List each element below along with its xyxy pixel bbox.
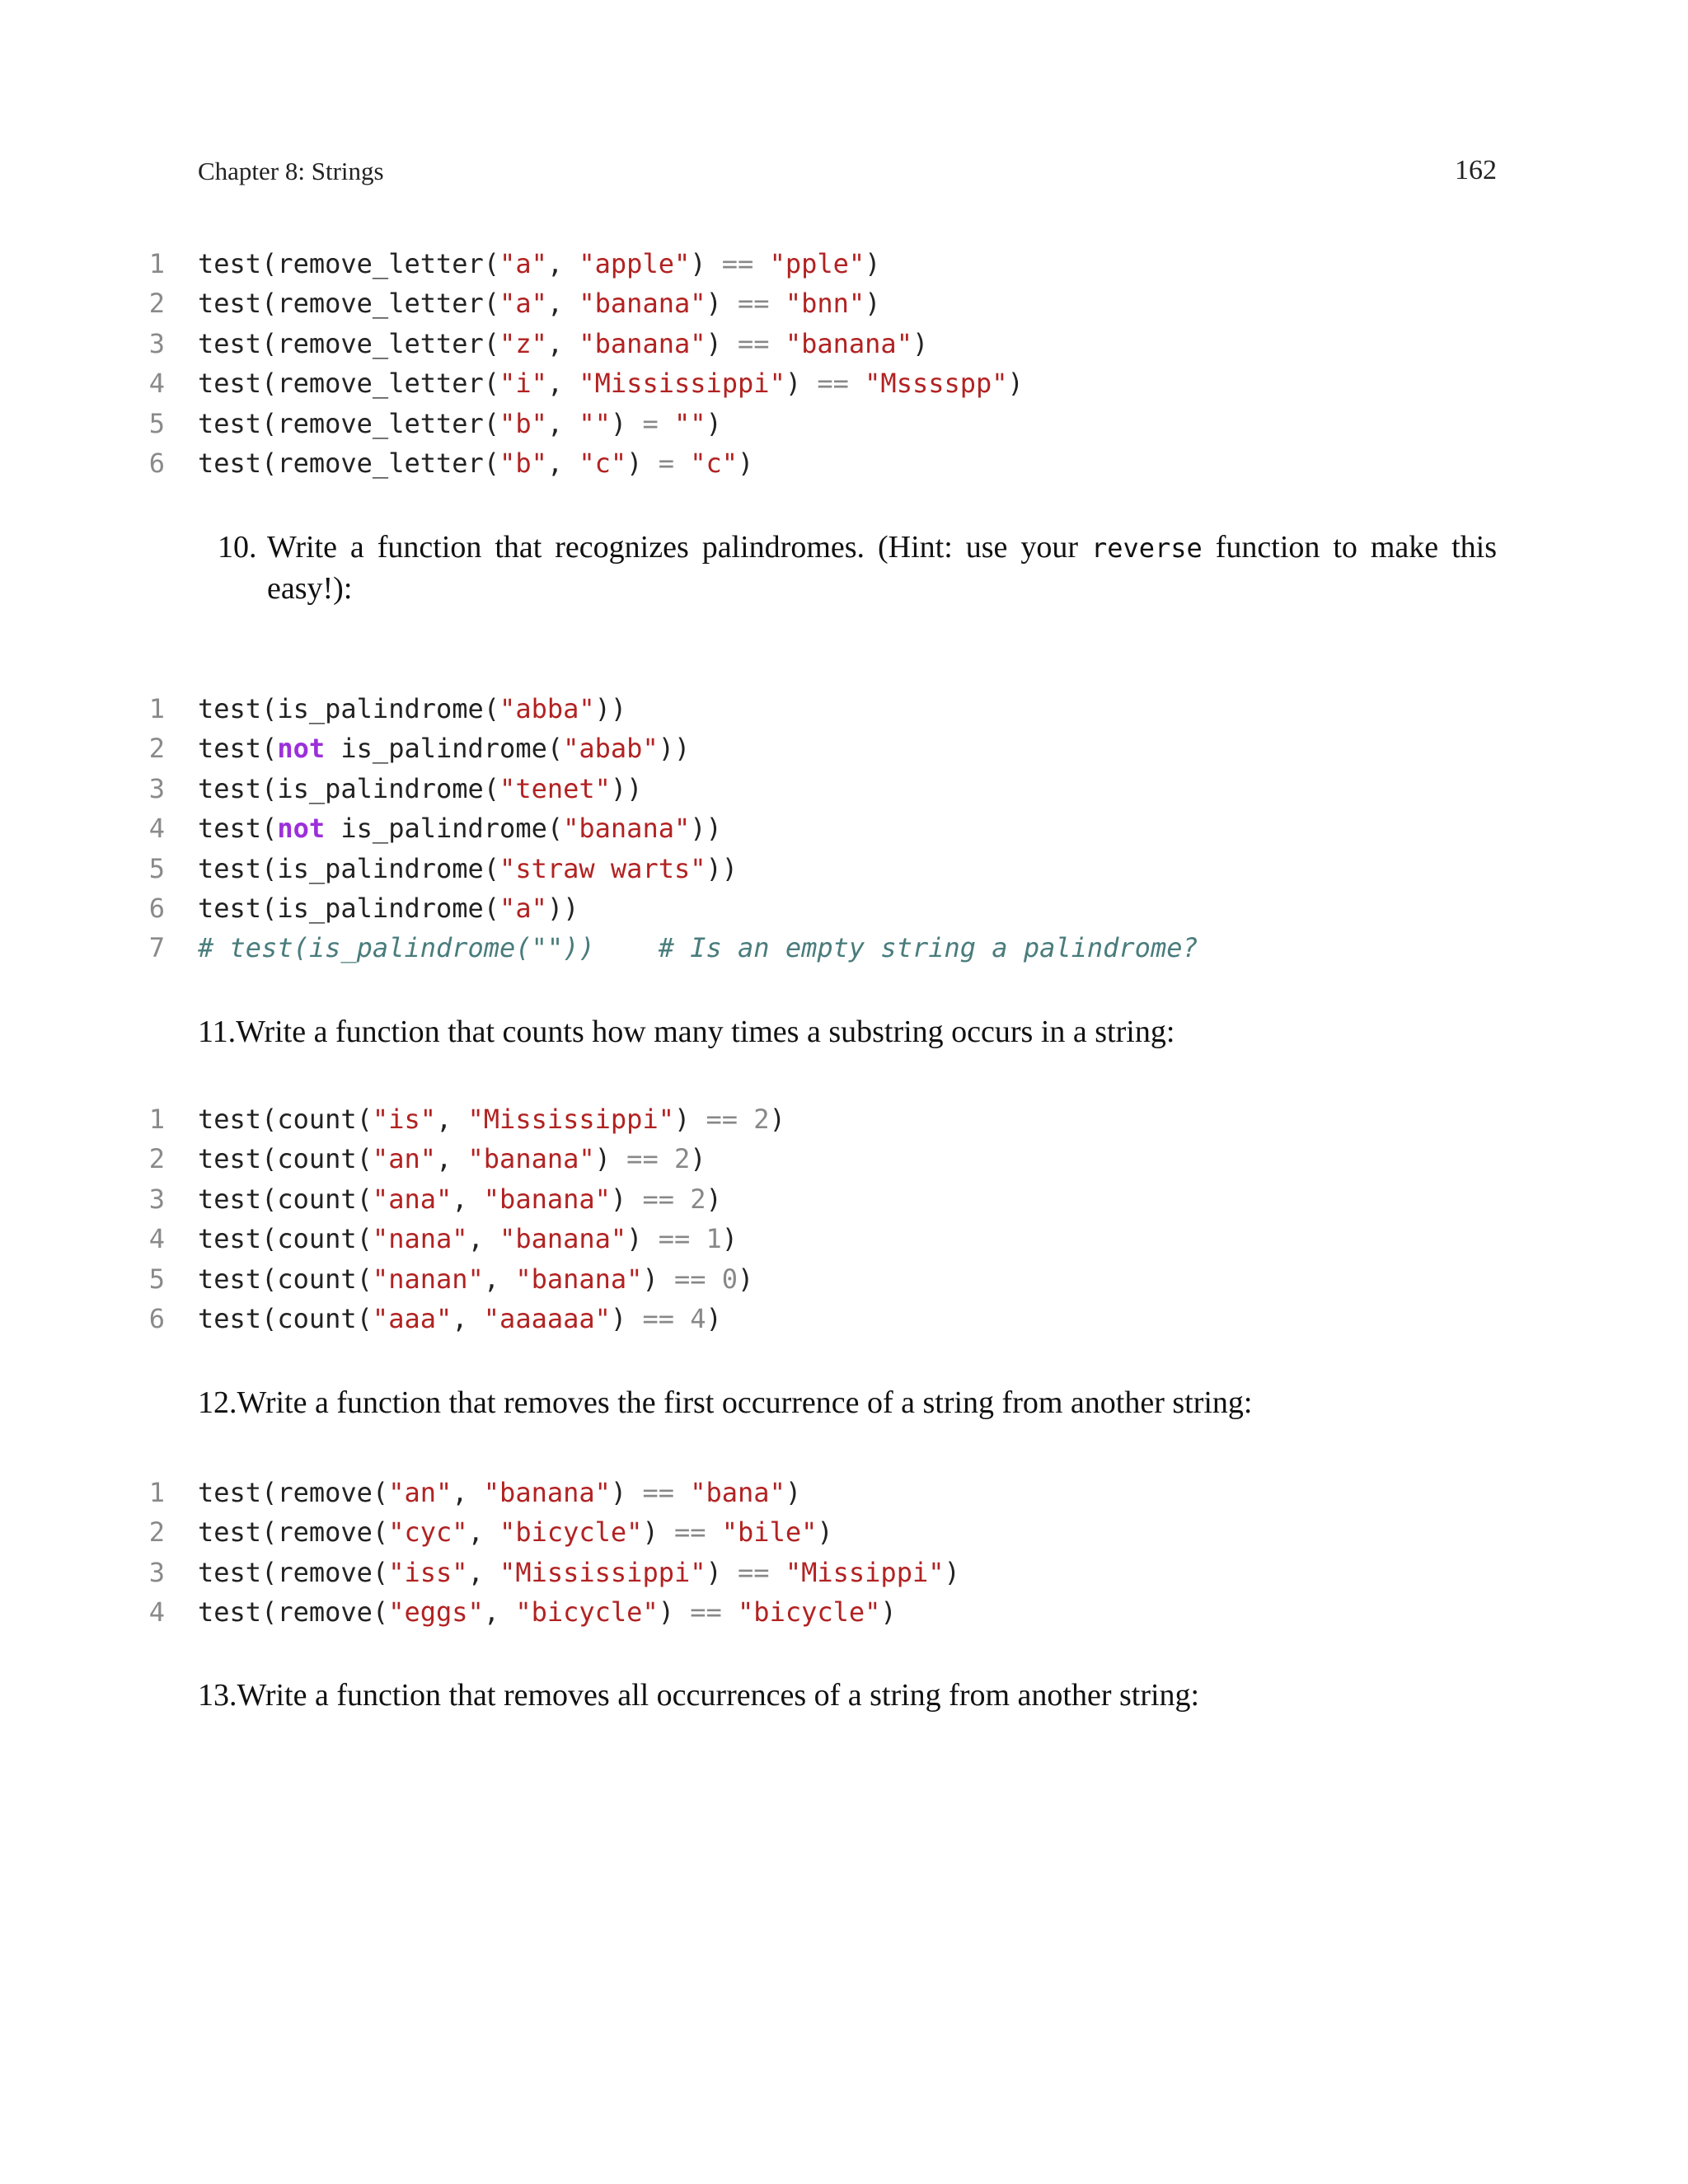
string-literal: "bana" <box>690 1477 785 1508</box>
string-literal: "bnn" <box>785 288 865 320</box>
code-line <box>132 324 1024 363</box>
exercise-number: 12. <box>198 1385 237 1420</box>
code-block <box>132 244 1024 483</box>
code-text <box>706 1263 722 1295</box>
string-literal: "ana" <box>372 1183 452 1215</box>
number-literal: 4 <box>690 1302 706 1334</box>
code-text: )) <box>610 772 643 804</box>
code-text: )) <box>594 693 627 724</box>
code-text: test(is_palindrome( <box>198 693 500 724</box>
code-text: ) <box>721 1223 738 1255</box>
code-content <box>198 849 738 888</box>
string-literal: "abba" <box>499 693 595 724</box>
code-text: test(count( <box>198 1223 373 1255</box>
string-literal: "bicycle" <box>499 1516 643 1549</box>
line-number: 1 <box>148 1477 165 1508</box>
code-text: test(is_palindrome( <box>198 892 500 924</box>
code-line <box>132 1473 960 1512</box>
string-literal: "banana" <box>499 1223 627 1255</box>
code-text: test(is_palindrome( <box>198 852 500 884</box>
code-text: test(is_palindrome( <box>198 772 500 804</box>
string-literal: "eggs" <box>388 1596 484 1629</box>
code-text: test(remove_letter( <box>198 368 500 400</box>
code-line <box>132 244 1024 284</box>
code-text <box>706 1516 722 1548</box>
chapter-title: Chapter 8: Strings <box>198 157 384 185</box>
code-text: test(remove( <box>198 1516 389 1549</box>
prose-text: Write a function that counts how many times a substring occurs in a string: <box>236 1015 1175 1049</box>
code-text: test(remove_letter( <box>198 407 500 439</box>
line-number: 3 <box>148 327 165 359</box>
code-text: ) <box>880 1596 897 1629</box>
code-text: test(remove_letter( <box>198 288 500 320</box>
code-text: test(count( <box>198 1183 373 1215</box>
string-literal: "banana" <box>785 327 912 359</box>
code-text: test(count( <box>198 1143 373 1175</box>
string-literal: "Msssspp" <box>865 368 1008 400</box>
line-number: 4 <box>148 1223 165 1255</box>
exercise-text <box>236 1012 1497 1052</box>
string-literal: "banana" <box>483 1183 611 1215</box>
code-content <box>198 1259 753 1299</box>
code-text: , <box>452 1477 484 1508</box>
number-literal: 0 <box>721 1263 738 1295</box>
string-literal: "bicycle" <box>515 1596 659 1629</box>
code-line <box>132 689 1198 729</box>
code-text: test(remove_letter( <box>198 447 500 479</box>
operator: == <box>738 288 770 320</box>
code-line <box>132 284 1024 323</box>
code-content <box>198 1473 801 1512</box>
code-content <box>198 443 753 483</box>
code-text: ) <box>738 447 754 479</box>
code-line <box>132 849 1198 888</box>
code-text: ) <box>610 1477 643 1508</box>
code-line <box>132 1179 785 1219</box>
string-literal: "pple" <box>769 248 865 279</box>
string-literal: "aaaaaa" <box>483 1302 611 1334</box>
operator: == <box>642 1302 674 1334</box>
code-text <box>674 1303 690 1334</box>
code-content <box>198 1553 960 1592</box>
code-text: , <box>467 1516 500 1549</box>
line-number: 6 <box>148 447 165 479</box>
string-literal: "c" <box>690 447 738 479</box>
code-text: test( <box>198 813 278 845</box>
string-literal: "nana" <box>372 1223 468 1255</box>
string-literal: "banana" <box>467 1143 595 1175</box>
string-literal: "an" <box>372 1143 436 1175</box>
code-line <box>132 1553 960 1592</box>
code-line <box>132 769 1198 808</box>
code-line <box>132 1299 785 1338</box>
line-number: 3 <box>148 772 165 804</box>
code-text: , <box>546 407 579 439</box>
string-literal: "cyc" <box>388 1516 468 1549</box>
code-text: , <box>483 1263 516 1295</box>
string-literal: "bile" <box>721 1516 818 1549</box>
operator: == <box>690 1596 722 1629</box>
code-text: ) <box>626 447 659 479</box>
keyword: not <box>277 813 326 845</box>
string-literal: "b" <box>499 407 547 439</box>
code-text: ) <box>706 1183 722 1215</box>
code-content <box>198 404 722 443</box>
code-text <box>674 1183 690 1215</box>
code-text <box>722 1596 738 1628</box>
code-text <box>674 1477 690 1508</box>
code-text: ) <box>912 327 929 359</box>
code-content <box>198 808 722 848</box>
code-text: ) <box>610 1183 643 1215</box>
operator: == <box>642 1183 674 1215</box>
code-text: test(remove_letter( <box>198 248 500 279</box>
line-number: 1 <box>148 1104 165 1135</box>
code-content <box>198 324 928 363</box>
operator: = <box>642 407 659 439</box>
string-literal: "z" <box>499 327 547 359</box>
code-text: ) <box>594 1143 627 1175</box>
code-line <box>132 1099 785 1139</box>
code-line <box>132 729 1198 768</box>
string-literal: "an" <box>388 1477 452 1508</box>
code-content <box>198 888 579 928</box>
code-content <box>198 1299 722 1338</box>
page-number: 162 <box>1455 155 1497 185</box>
operator: == <box>658 1223 691 1255</box>
code-text: ) <box>706 407 722 439</box>
code-text: test( <box>198 733 278 765</box>
code-text <box>690 1223 706 1254</box>
line-number: 7 <box>148 932 165 964</box>
string-literal: "banana" <box>579 288 706 320</box>
code-line <box>132 808 1198 848</box>
string-literal: "Mississippi" <box>579 368 785 400</box>
string-literal: "Mississippi" <box>499 1556 706 1588</box>
code-content <box>198 1512 833 1552</box>
line-number: 5 <box>148 1263 165 1295</box>
prose-text: function to make this easy!): <box>267 530 1497 606</box>
code-text <box>659 408 674 439</box>
operator: == <box>626 1143 659 1175</box>
inline-code: reverse <box>1090 532 1203 564</box>
exercise-text <box>237 1383 1498 1423</box>
code-text: ) <box>706 288 738 320</box>
string-literal: "banana" <box>483 1477 611 1508</box>
code-text: , <box>483 1596 516 1629</box>
code-line <box>132 443 1024 483</box>
operator: == <box>673 1516 706 1549</box>
code-text: ) <box>706 1302 722 1334</box>
string-literal: "a" <box>499 892 547 924</box>
code-block <box>132 1099 785 1338</box>
line-number: 3 <box>148 1183 165 1215</box>
code-text: is_palindrome( <box>325 813 564 845</box>
code-text <box>849 368 865 399</box>
string-literal: "apple" <box>579 248 691 279</box>
code-text: , <box>435 1104 468 1135</box>
exercise-number: 11. <box>198 1015 237 1049</box>
line-number: 3 <box>148 1556 165 1588</box>
string-literal: "is" <box>372 1104 436 1135</box>
line-number: 1 <box>148 248 165 279</box>
code-text: , <box>467 1556 500 1588</box>
code-text: ) <box>769 1104 785 1135</box>
code-text: , <box>546 248 579 279</box>
code-line <box>132 1592 960 1632</box>
code-text: test(remove_letter( <box>198 327 500 359</box>
operator: == <box>706 1104 738 1135</box>
code-text <box>770 328 785 359</box>
code-line <box>132 404 1024 443</box>
code-text: )) <box>658 733 691 765</box>
operator: == <box>721 248 754 279</box>
prose-text: Write a function that removes the first occurrence of a string from another string: <box>237 1385 1253 1420</box>
code-text: , <box>546 447 579 479</box>
code-text <box>753 248 769 279</box>
code-text: ) <box>706 1556 738 1588</box>
code-text: , <box>452 1302 484 1334</box>
code-text: test(remove( <box>198 1596 389 1629</box>
code-content <box>198 244 880 284</box>
code-text: ) <box>865 288 881 320</box>
string-literal: "Mississippi" <box>467 1104 674 1135</box>
code-text: , <box>452 1183 484 1215</box>
code-line <box>132 888 1198 928</box>
number-literal: 1 <box>706 1223 722 1255</box>
line-number: 6 <box>148 1302 165 1334</box>
string-literal: "tenet" <box>499 772 611 804</box>
code-content <box>198 1592 897 1632</box>
code-text: ) <box>690 248 722 279</box>
code-line <box>132 1259 785 1299</box>
code-line <box>132 928 1198 968</box>
code-content <box>198 928 1198 968</box>
code-text: , <box>435 1143 468 1175</box>
code-text <box>770 288 785 319</box>
code-content <box>198 1219 738 1258</box>
line-number: 4 <box>148 368 165 400</box>
code-content <box>198 363 1024 403</box>
code-content <box>198 284 880 323</box>
prose-text: Write a function that removes all occurrences of a string from another string: <box>237 1678 1200 1713</box>
operator: = <box>658 447 674 479</box>
code-content <box>198 1099 785 1139</box>
string-literal: "i" <box>499 368 547 400</box>
string-literal: "iss" <box>388 1556 468 1588</box>
code-line <box>132 363 1024 403</box>
string-literal: "banana" <box>563 813 691 845</box>
line-number: 2 <box>148 288 165 320</box>
line-number: 5 <box>148 407 165 439</box>
code-text: ) <box>785 368 818 400</box>
string-literal: "a" <box>499 288 547 320</box>
string-literal: "b" <box>499 447 547 479</box>
code-text: test(count( <box>198 1263 373 1295</box>
code-text: ) <box>738 1263 754 1295</box>
exercise-number: 13. <box>198 1678 237 1713</box>
comment: # test(is_palindrome("")) # Is an empty string a palindrome? <box>198 932 1198 964</box>
code-text: , <box>546 288 579 320</box>
code-text: ) <box>642 1263 674 1295</box>
code-content <box>198 729 690 768</box>
code-block <box>132 689 1198 968</box>
string-literal: "" <box>673 407 706 439</box>
line-number: 2 <box>148 733 165 765</box>
string-literal: "c" <box>579 447 627 479</box>
string-literal: "aaa" <box>372 1302 452 1334</box>
string-literal: "banana" <box>515 1263 643 1295</box>
code-line <box>132 1512 960 1552</box>
code-content <box>198 1139 706 1179</box>
code-text: ) <box>610 1302 643 1334</box>
keyword: not <box>277 733 326 765</box>
code-text: , <box>546 368 579 400</box>
string-literal: "a" <box>499 248 547 279</box>
string-literal: "abab" <box>563 733 659 765</box>
line-number: 2 <box>148 1143 165 1175</box>
exercise-prompt <box>198 1675 1497 1716</box>
code-text: ) <box>658 1596 691 1629</box>
line-number: 4 <box>148 813 165 845</box>
code-content <box>198 1179 722 1219</box>
code-line <box>132 1139 785 1179</box>
exercise-prompt <box>218 527 1497 609</box>
code-text <box>738 1104 753 1135</box>
line-number: 1 <box>148 693 165 724</box>
operator: == <box>673 1263 706 1295</box>
code-text: ) <box>817 1516 833 1549</box>
string-literal: "" <box>579 407 611 439</box>
code-text: ) <box>610 407 643 439</box>
code-content <box>198 689 626 729</box>
operator: == <box>642 1477 674 1508</box>
string-literal: "Missippi" <box>785 1556 945 1588</box>
code-text: ) <box>673 1104 706 1135</box>
prose-text: Write a function that recognizes palindromes. (Hint: use your <box>267 530 1091 565</box>
line-number: 4 <box>148 1596 165 1629</box>
code-line <box>132 1219 785 1258</box>
operator: == <box>817 368 849 400</box>
code-text: )) <box>690 813 722 845</box>
code-text: test(count( <box>198 1302 373 1334</box>
code-text: , <box>546 327 579 359</box>
code-text: test(remove( <box>198 1477 389 1508</box>
code-text <box>659 1143 674 1174</box>
code-text: ) <box>1007 368 1024 400</box>
line-number: 5 <box>148 852 165 884</box>
code-content <box>198 769 642 808</box>
code-text <box>770 1557 785 1588</box>
number-literal: 2 <box>753 1104 770 1135</box>
number-literal: 2 <box>690 1183 706 1215</box>
string-literal: "bicycle" <box>738 1596 881 1629</box>
code-text: ) <box>785 1477 802 1508</box>
code-text: ) <box>626 1223 659 1255</box>
string-literal: "banana" <box>579 327 706 359</box>
code-text: is_palindrome( <box>325 733 564 765</box>
exercise-text <box>237 1675 1498 1716</box>
line-number: 2 <box>148 1516 165 1549</box>
string-literal: "nanan" <box>372 1263 484 1295</box>
string-literal: "straw warts" <box>499 852 706 884</box>
code-text: ) <box>944 1556 960 1588</box>
operator: == <box>738 327 770 359</box>
line-number: 6 <box>148 892 165 924</box>
code-text: ) <box>690 1143 706 1175</box>
code-text: )) <box>706 852 738 884</box>
code-text: test(count( <box>198 1104 373 1135</box>
code-text: ) <box>642 1516 674 1549</box>
code-text: )) <box>546 892 579 924</box>
code-text: ) <box>865 248 881 279</box>
exercise-text <box>267 527 1497 609</box>
exercise-number: 10. <box>218 530 257 565</box>
code-text: , <box>467 1223 500 1255</box>
code-block <box>132 1473 960 1633</box>
operator: == <box>738 1556 770 1588</box>
code-text: test(remove( <box>198 1556 389 1588</box>
code-text: ) <box>706 327 738 359</box>
number-literal: 2 <box>673 1143 691 1175</box>
exercise-prompt <box>198 1383 1497 1423</box>
exercise-prompt <box>198 1012 1497 1052</box>
code-text <box>674 448 690 479</box>
